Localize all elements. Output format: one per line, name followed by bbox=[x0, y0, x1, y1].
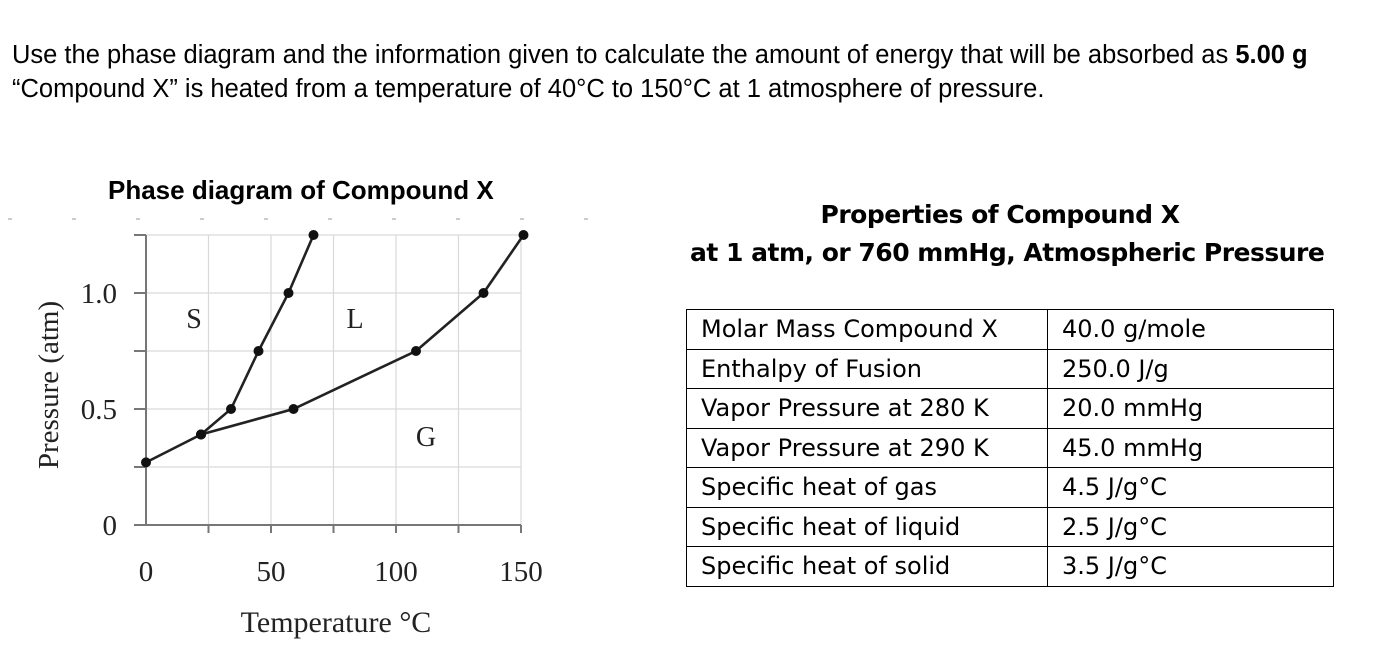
curve-point bbox=[479, 288, 489, 298]
property-value: 4.5 J/g°C bbox=[1048, 468, 1334, 508]
table-row bbox=[687, 349, 1334, 389]
property-name: Specific heat of gas bbox=[687, 468, 1048, 508]
curve-point bbox=[284, 288, 294, 298]
properties-title bbox=[690, 196, 1325, 272]
diagram-axes bbox=[134, 235, 521, 533]
curve-point bbox=[411, 346, 421, 356]
curve-point bbox=[196, 430, 206, 440]
property-name: Enthalpy of Fusion bbox=[687, 349, 1048, 389]
property-name: Vapor Pressure at 280 K bbox=[687, 389, 1048, 429]
x-axis-label: Temperature °C bbox=[240, 606, 432, 639]
curve-point bbox=[141, 457, 151, 467]
table-row bbox=[687, 507, 1334, 547]
y-tick-label: 1.0 bbox=[80, 278, 117, 310]
solid-liquid-curve bbox=[201, 235, 314, 435]
properties-title-line-2: at 1 atm, or 760 mmHg, Atmospheric Pressure bbox=[690, 238, 1325, 267]
y-tick-label: 0 bbox=[102, 510, 117, 542]
property-value: 250.0 J/g bbox=[1048, 349, 1334, 389]
table-row bbox=[687, 428, 1334, 468]
x-tick-label: 100 bbox=[374, 556, 418, 588]
table-row bbox=[687, 389, 1334, 429]
x-tick-label: 0 bbox=[138, 556, 154, 588]
question-part-2: “Compound X” is heated from a temperature of 40°C to 150°C at 1 atmosphere of pressure. bbox=[12, 75, 1045, 103]
curve-point bbox=[254, 346, 264, 356]
curve-point bbox=[289, 404, 299, 414]
property-name: Vapor Pressure at 290 K bbox=[687, 428, 1048, 468]
question-mass: 5.00 g bbox=[1235, 41, 1308, 69]
property-name: Specific heat of liquid bbox=[687, 507, 1048, 547]
solid-gas-curve bbox=[146, 435, 201, 463]
properties-table bbox=[686, 309, 1334, 587]
property-value: 20.0 mmHg bbox=[1048, 389, 1334, 429]
property-value: 40.0 g/mole bbox=[1048, 310, 1334, 350]
region-label-liquid: L bbox=[346, 304, 364, 335]
property-name: Specific heat of solid bbox=[687, 547, 1048, 587]
table-row bbox=[687, 547, 1334, 587]
y-axis-label: Pressure (atm) bbox=[33, 300, 65, 470]
property-value: 3.5 J/g°C bbox=[1048, 547, 1334, 587]
question-part-1: Use the phase diagram and the information given to calculate the amount of energy that will be absorbed as bbox=[12, 41, 1236, 69]
property-value: 2.5 J/g°C bbox=[1048, 507, 1334, 547]
table-row bbox=[687, 468, 1334, 508]
curve-point bbox=[309, 230, 319, 240]
properties-title-line-1: Properties of Compound X bbox=[820, 200, 1180, 229]
y-tick-label: 0.5 bbox=[80, 394, 117, 426]
region-label-solid: S bbox=[186, 304, 202, 335]
property-name: Molar Mass Compound X bbox=[687, 310, 1048, 350]
phase-curves bbox=[141, 230, 529, 467]
diagram-labels bbox=[33, 278, 543, 639]
region-label-gas: G bbox=[415, 422, 437, 453]
x-tick-label: 50 bbox=[256, 556, 286, 588]
diagram-title: Phase diagram of Compound X bbox=[108, 175, 494, 205]
table-row bbox=[687, 310, 1334, 350]
x-tick-label: 150 bbox=[499, 556, 543, 588]
diagram-grid bbox=[8, 219, 600, 525]
curve-point bbox=[226, 404, 236, 414]
curve-point bbox=[519, 230, 529, 240]
property-value: 45.0 mmHg bbox=[1048, 428, 1334, 468]
